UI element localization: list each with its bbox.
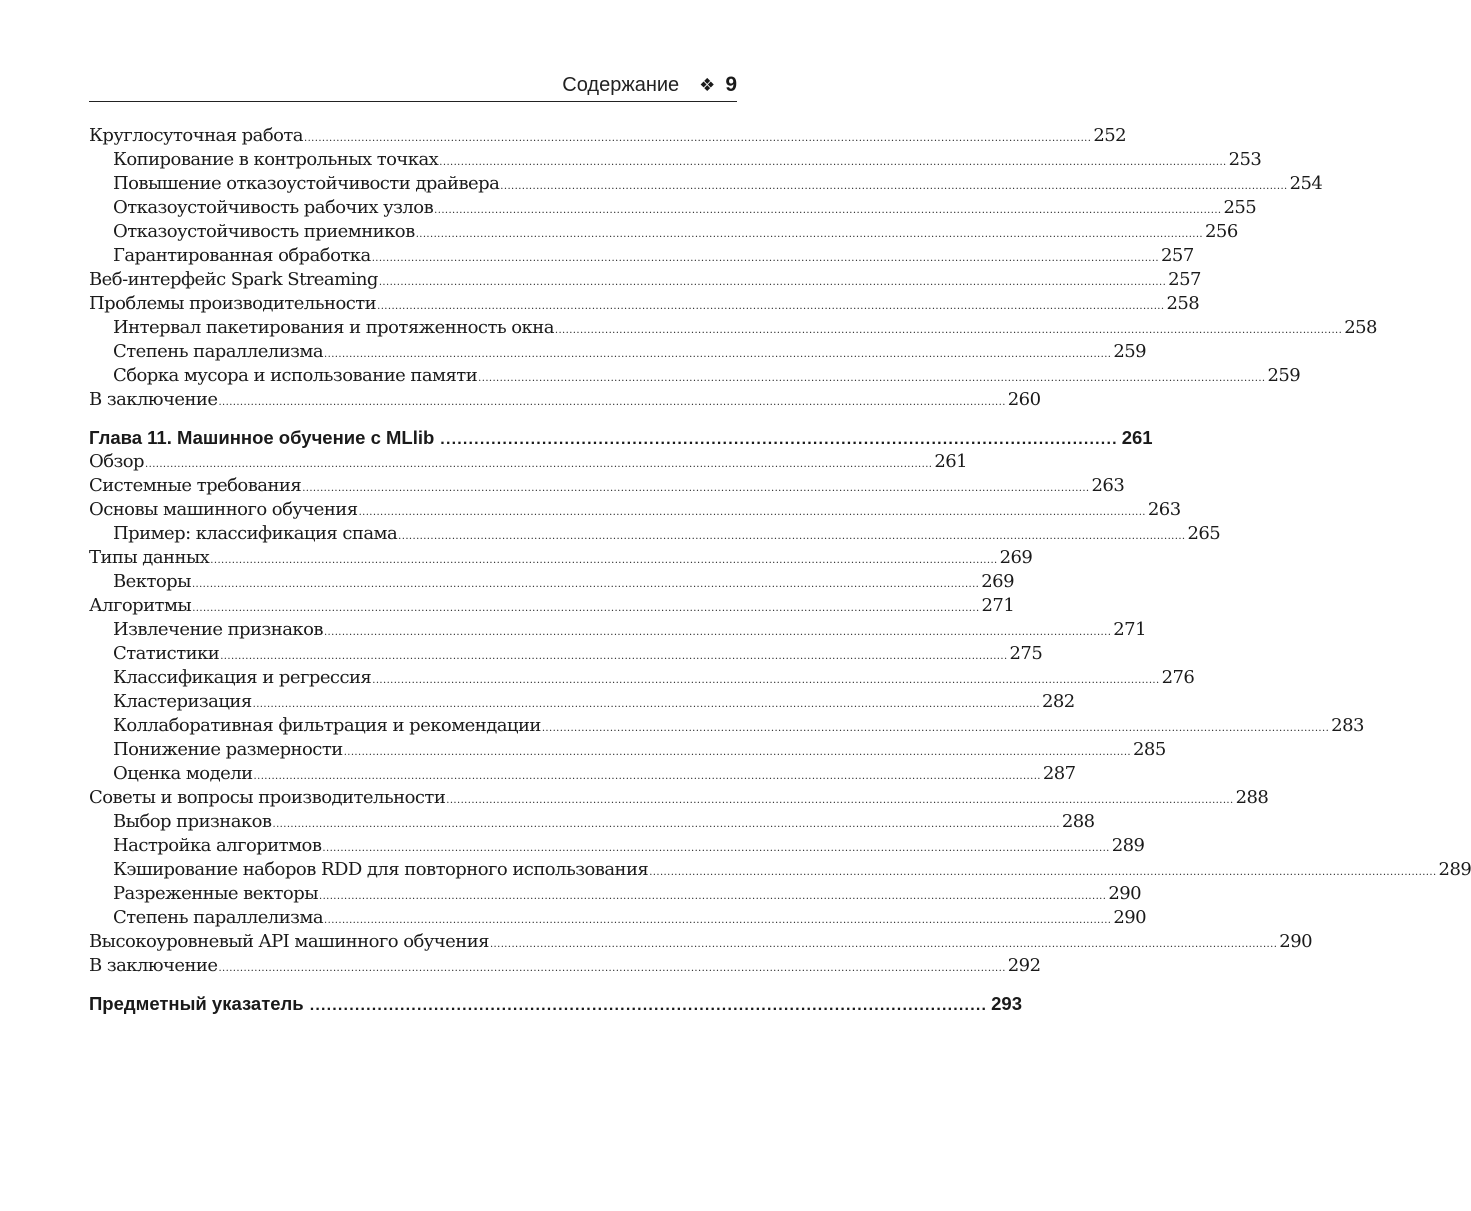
toc-entry-title: Копирование в контрольных точках (113, 149, 439, 170)
toc-entry-title: Классификация и регрессия (113, 667, 372, 688)
toc-entry[interactable] (89, 172, 1323, 196)
toc-entry-page: 260 (1007, 389, 1041, 410)
toc-entry-page: 289 (1111, 835, 1145, 856)
toc-entry-title: Выбор признаков (113, 811, 272, 832)
toc-entry-page: 271 (1113, 619, 1146, 640)
dot-leader: ............................................................................................................................................................................................................................ (358, 507, 1146, 518)
dot-leader: ............................................................................................................................................................................................................................ (554, 325, 1343, 336)
toc-entry[interactable] (89, 882, 1142, 906)
dot-leader: ............................................................................................................................................................................................................................ (324, 349, 1112, 360)
toc-entry-page: 256 (1205, 221, 1238, 242)
dot-leader: ............................................................................................................................................................................................................................ (322, 843, 1110, 854)
diamond-ornament-icon: ❖ (699, 74, 716, 95)
dot-leader: ............................................................................................................................................................................................................................ (318, 891, 1107, 902)
toc-entry-page: 257 (1161, 245, 1194, 266)
dot-leader: ............................................................................................................................................................................................................................ (302, 483, 1090, 494)
dot-leader: ............................................................................................................................................................................................................................ (220, 651, 1008, 662)
toc-entry-page: 258 (1166, 293, 1200, 314)
toc-entry-title: Глава 11. Машинное обучение с MLlib (89, 427, 435, 448)
toc-entry-page: 285 (1133, 739, 1166, 760)
dot-leader: ............................................................................................................................................................................................................................ (649, 867, 1437, 878)
toc-entry[interactable] (89, 954, 1041, 978)
toc-entry-title: Векторы (113, 571, 191, 592)
toc-entry-title: Коллаборативная фильтрация и рекомендации (113, 715, 541, 736)
toc-entry[interactable] (89, 666, 1195, 690)
toc-entry-page: 263 (1147, 499, 1181, 520)
toc-entry-page: 259 (1113, 341, 1147, 362)
toc-entry-title: Типы данных (89, 547, 210, 568)
toc-entry[interactable] (89, 522, 1221, 546)
toc-entry-title: Степень параллелизма (113, 907, 324, 928)
toc-entry-title: Предметный указатель (89, 993, 304, 1014)
toc-entry-title: Проблемы производительности (89, 293, 377, 314)
dot-leader: ............................................................................................................................................................................................................................ (446, 795, 1234, 806)
toc-entry[interactable] (89, 738, 1166, 762)
toc-entry[interactable] (89, 642, 1043, 666)
toc-entry-title: Статистики (113, 643, 220, 664)
dot-leader: ............................................................................................................................................................................................................................ (324, 915, 1112, 926)
toc-entry-page: 261 (934, 451, 968, 472)
toc-entry-page: 283 (1331, 715, 1364, 736)
dot-leader: ............................................................................................................................................................................................................................ (434, 205, 1222, 216)
toc-entry-title: Советы и вопросы производительности (89, 787, 446, 808)
toc-entry[interactable] (89, 196, 1257, 220)
toc-entry-title: Разреженные векторы (113, 883, 318, 904)
toc-entry-page: 258 (1344, 317, 1377, 338)
toc-entry[interactable] (89, 474, 1125, 498)
toc-entry-title: Гарантированная обработка (113, 245, 371, 266)
toc-entry-page: 269 (999, 547, 1033, 568)
toc-entry[interactable] (89, 618, 1146, 642)
toc-entry-page: 293 (991, 993, 1022, 1014)
dot-leader: ............................................................................................................................................................................................................................ (439, 157, 1227, 168)
dot-leader: ............................................................................................................................................................................................................................ (304, 133, 1092, 144)
dot-leader: ............................................................................................................................................................................................................................ (210, 555, 998, 566)
toc-entry[interactable] (89, 690, 1075, 714)
dot-leader: ............................................................................................................................................................................................................................ (218, 397, 1006, 408)
toc-entry-title: Оценка модели (113, 763, 253, 784)
toc-entry[interactable] (89, 714, 1364, 738)
toc-entry-title: Настройка алгоритмов (113, 835, 322, 856)
toc-chapter-entry[interactable] (89, 426, 1153, 450)
toc-entry-page: 269 (981, 571, 1014, 592)
toc-entry[interactable] (89, 268, 1201, 292)
toc-entry-page: 289 (1438, 859, 1471, 880)
toc-entry-page: 290 (1279, 931, 1313, 952)
toc-entry[interactable] (89, 388, 1041, 412)
toc-entry-page: 265 (1187, 523, 1221, 544)
dot-leader: ............................................................................................................................................................................................................................ (253, 771, 1041, 782)
header-rule (89, 101, 737, 102)
toc-entry-title: Веб-интерфейс Spark Streaming (89, 269, 378, 290)
toc-entry[interactable] (89, 498, 1181, 522)
toc-entry-title: Сборка мусора и использование памяти (113, 365, 478, 386)
page-number: 9 (725, 73, 737, 96)
toc-entry-page: 290 (1113, 907, 1147, 928)
dot-leader: ............................................................................................................................................................................................................................ (489, 939, 1278, 950)
toc-entry-title: Повышение отказоустойчивости драйвера (113, 173, 500, 194)
toc-entry-title: Обзор (89, 451, 145, 472)
toc-entry[interactable] (89, 148, 1262, 172)
toc-entry-page: 276 (1161, 667, 1195, 688)
toc-entry[interactable] (89, 810, 1095, 834)
toc-entry-page: 290 (1108, 883, 1142, 904)
dot-leader: ............................................................................................................................................................................................................................ (191, 579, 980, 590)
toc-entry-title: Извлечение признаков (113, 619, 323, 640)
toc-entry-title: Кэширование наборов RDD для повторного использования (113, 859, 649, 880)
toc-entry[interactable] (89, 930, 1313, 954)
dot-leader: ............................................................................................................................................................................................................................ (218, 963, 1006, 974)
toc-entry[interactable] (89, 858, 1471, 882)
toc-entry[interactable] (89, 450, 968, 474)
toc-entry-title: Интервал пакетирования и протяженность окна (113, 317, 554, 338)
toc-entry[interactable] (89, 594, 1015, 618)
toc-entry-page: 253 (1228, 149, 1262, 170)
toc-entry-page: 255 (1223, 197, 1257, 218)
toc-entry[interactable] (89, 834, 1145, 858)
toc-entry-page: 282 (1041, 691, 1075, 712)
dot-leader: ............................................................................................................................................................................................................................ (272, 819, 1060, 830)
toc-entry[interactable] (89, 292, 1200, 316)
dot-leader: ........................................................................................................................ (309, 997, 988, 1014)
toc-entry-page: 288 (1061, 811, 1095, 832)
running-header-title: Содержание (562, 73, 680, 96)
toc-entry-title: В заключение (89, 389, 218, 410)
toc-entry-title: Отказоустойчивость рабочих узлов (113, 197, 434, 218)
toc-entry-page: 252 (1093, 125, 1127, 146)
dot-leader: ........................................................................................................................ (440, 431, 1118, 448)
toc-entry-page: 292 (1007, 955, 1041, 976)
toc-entry-title: Круглосуточная работа (89, 125, 303, 146)
toc-entry-page: 257 (1168, 269, 1201, 290)
toc-entry-title: Основы машинного обучения (89, 499, 358, 520)
toc-entry[interactable] (89, 340, 1147, 364)
toc-entry-title: Кластеризация (113, 691, 252, 712)
toc-entry-page: 275 (1009, 643, 1043, 664)
toc-entry[interactable] (89, 786, 1269, 810)
dot-leader: ............................................................................................................................................................................................................................ (252, 699, 1040, 710)
toc-entry[interactable] (89, 906, 1147, 930)
toc-entry-page: 288 (1235, 787, 1269, 808)
toc-entry-page: 254 (1289, 173, 1323, 194)
dot-leader: ............................................................................................................................................................................................................................ (145, 459, 933, 470)
toc-entry-page: 287 (1042, 763, 1076, 784)
dot-leader: ............................................................................................................................................................................................................................ (323, 627, 1112, 638)
toc-chapter-entry[interactable] (89, 992, 1022, 1016)
toc-entry-page: 263 (1091, 475, 1125, 496)
dot-leader: ............................................................................................................................................................................................................................ (377, 301, 1165, 312)
dot-leader: ............................................................................................................................................................................................................................ (500, 181, 1288, 192)
toc-entry[interactable] (89, 762, 1076, 786)
dot-leader: ............................................................................................................................................................................................................................ (415, 229, 1204, 240)
running-header (89, 70, 737, 100)
toc-entry[interactable] (89, 244, 1194, 268)
toc-entry[interactable] (89, 546, 1033, 570)
dot-leader: ............................................................................................................................................................................................................................ (378, 277, 1167, 288)
dot-leader: ............................................................................................................................................................................................................................ (192, 603, 980, 614)
dot-leader: ............................................................................................................................................................................................................................ (371, 253, 1160, 264)
toc-entry-page: 259 (1267, 365, 1301, 386)
dot-leader: ............................................................................................................................................................................................................................ (398, 531, 1186, 542)
dot-leader: ............................................................................................................................................................................................................................ (372, 675, 1160, 686)
table-of-contents (89, 124, 1471, 1016)
toc-entry-page: 261 (1121, 427, 1153, 448)
dot-leader: ............................................................................................................................................................................................................................ (478, 373, 1266, 384)
toc-entry-title: Пример: классификация спама (113, 523, 398, 544)
toc-entry-title: Отказоустойчивость приемников (113, 221, 415, 242)
toc-entry[interactable] (89, 220, 1238, 244)
dot-leader: ............................................................................................................................................................................................................................ (541, 723, 1330, 734)
toc-entry[interactable] (89, 124, 1127, 148)
toc-entry-page: 271 (981, 595, 1015, 616)
toc-entry-title: Системные требования (89, 475, 302, 496)
dot-leader: ............................................................................................................................................................................................................................ (343, 747, 1132, 758)
toc-entry-title: В заключение (89, 955, 218, 976)
toc-entry[interactable] (89, 316, 1377, 340)
toc-entry-title: Понижение размерности (113, 739, 343, 760)
toc-entry-title: Высокоуровневый API машинного обучения (89, 931, 489, 952)
toc-entry-title: Степень параллелизма (113, 341, 324, 362)
toc-entry[interactable] (89, 570, 1014, 594)
toc-entry[interactable] (89, 364, 1301, 388)
toc-entry-title: Алгоритмы (89, 595, 192, 616)
